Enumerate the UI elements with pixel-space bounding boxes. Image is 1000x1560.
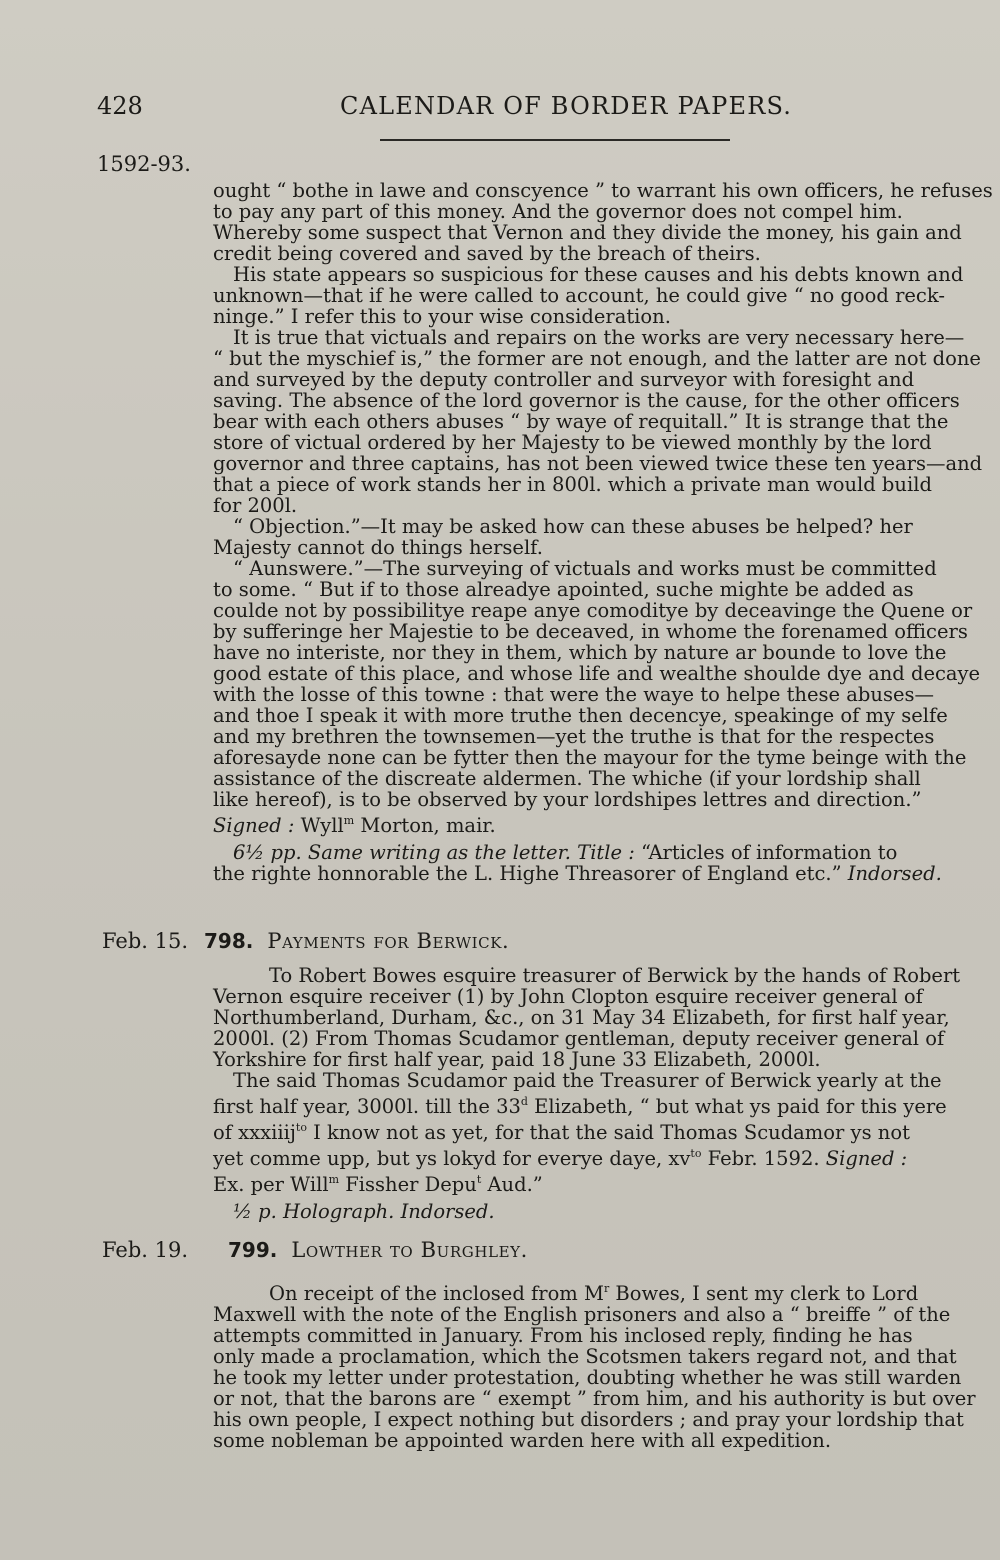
- text-line: with the losse of this towne : that were the waye to helpe these abuses—: [213, 683, 934, 706]
- superscript: t: [476, 1173, 482, 1186]
- superscript: to: [690, 1147, 702, 1160]
- text-line: “ Objection.”—It may be asked how can these abuses be helped? her: [233, 515, 913, 538]
- signatory-name: Morton, mair.: [354, 814, 496, 837]
- text-line: like hereof), is to be observed by your lordshipes lettres and direction.”: [213, 788, 922, 811]
- text-line: or not, that the barons are “ exempt ” from him, and his authority is but over: [213, 1387, 976, 1410]
- text-line: ninge.” I refer this to your wise consideration.: [213, 305, 671, 328]
- entry-title: Lowther to Burghley.: [291, 1238, 528, 1262]
- text-line: some nobleman be appointed warden here with all expedition.: [213, 1429, 832, 1452]
- document-note: [213, 862, 942, 885]
- text-span: Ex. per Will: [213, 1173, 329, 1196]
- text-line: Northumberland, Durham, &c., on 31 May 34 Elizabeth, for first half year,: [213, 1006, 950, 1029]
- text-span: first half year, 3000l. till the 33: [213, 1095, 521, 1118]
- text-line: and surveyed by the deputy controller and surveyor with foresight and: [213, 368, 915, 391]
- text-line: Yorkshire for first half year, paid 18 June 33 Elizabeth, 2000l.: [213, 1048, 821, 1071]
- text-line: [213, 1169, 895, 1195]
- text-line: His state appears so suspicious for these causes and his debts known and: [233, 263, 964, 286]
- entry-799-text: [213, 1278, 976, 1452]
- text-line: The said Thomas Scudamor paid the Treasurer of Berwick yearly at the: [233, 1069, 942, 1092]
- text-line: that a piece of work stands her in 800l. which a private man would build: [213, 473, 932, 496]
- text-line: to pay any part of this money. And the governor does not compel him.: [213, 200, 903, 223]
- entry-number: 799.: [228, 1238, 278, 1262]
- title-label: Title :: [570, 841, 635, 864]
- document-note: [213, 1201, 895, 1222]
- text-line: coulde not by possibilitye reape anye comoditye by deceavinge the Quene or: [213, 599, 973, 622]
- text-line: saving. The absence of the lord governor is the cause, for the other officers: [213, 389, 960, 412]
- entry-heading: [228, 1238, 528, 1262]
- note-description: Holograph. Indorsed.: [276, 1200, 495, 1223]
- text-line: It is true that victuals and repairs on the works are very necessary here—: [233, 326, 965, 349]
- running-title: CALENDAR OF BORDER PAPERS.: [340, 92, 793, 120]
- text-line: credit being covered and saved by the breach of theirs.: [213, 242, 761, 265]
- text-line: [213, 1091, 947, 1118]
- text-line: to some. “ But if to those alreadye apointed, suche mighte be added as: [213, 578, 914, 601]
- text-span: of xxxiiij: [213, 1121, 296, 1144]
- title-text: the righte honnorable the L. Highe Threasorer of England etc.”: [213, 862, 848, 885]
- text-line: “ but the myschief is,” the former are not enough, and the latter are not done: [213, 347, 981, 370]
- text-line: Whereby some suspect that Vernon and they divide the money, his gain and: [213, 221, 962, 244]
- superscript: to: [295, 1121, 307, 1134]
- text-line: and my brethren the townsemen—yet the truthe is that for the respectes: [213, 725, 935, 748]
- text-line: his own people, I expect nothing but disorders ; and pray your lordship that: [213, 1408, 964, 1431]
- signatory-name: Wyll: [294, 814, 344, 837]
- text-span: yet comme upp, but ys lokyd for everye daye, xv: [213, 1147, 691, 1170]
- text-line: attempts committed in January. From his inclosed reply, finding he has: [213, 1324, 913, 1347]
- entry-date: Feb. 15.: [102, 929, 189, 953]
- text-span: Aud.”: [481, 1173, 543, 1196]
- page-count: 6½ pp.: [233, 841, 302, 864]
- superscript: m: [328, 1173, 340, 1186]
- superscript: m: [343, 814, 355, 827]
- document-note: [213, 841, 898, 864]
- text-line: good estate of this place, and whose life and wealthe shoulde dye and decaye: [213, 662, 981, 685]
- text-line: [213, 1117, 910, 1144]
- entry-798-text: [213, 964, 961, 1223]
- text-line: for 200l.: [213, 494, 298, 517]
- indorsed-label: Indorsed.: [847, 862, 942, 885]
- superscript: d: [520, 1095, 528, 1108]
- text-line: [213, 1143, 908, 1170]
- text-line: assistance of the discreate aldermen. The whiche (if your lordship shall: [213, 767, 921, 790]
- signature-line: [213, 810, 895, 836]
- text-line: [213, 1278, 919, 1305]
- text-line: by sufferinge her Majestie to be deceaved, in whome the forenamed officers: [213, 620, 968, 643]
- text-line: Vernon esquire receiver (1) by John Clopton esquire receiver general of: [213, 985, 923, 1008]
- text-line: only made a proclamation, which the Scotsmen takers regard not, and that: [213, 1345, 957, 1368]
- text-line: governor and three captains, has not been viewed twice these ten years—and: [213, 452, 983, 475]
- text-line: To Robert Bowes esquire treasurer of Berwick by the hands of Robert: [269, 964, 961, 987]
- page-number: 428: [97, 92, 143, 120]
- text-line: 2000l. (2) From Thomas Scudamor gentleman, deputy receiver general of: [213, 1027, 945, 1050]
- text-span: Elizabeth, “ but what ys paid for this yere: [527, 1095, 947, 1118]
- text-line: store of victual ordered by her Majesty to be viewed monthly by the lord: [213, 431, 932, 454]
- text-line: Majesty cannot do things herself.: [213, 536, 543, 559]
- text-line: bear with each others abuses “ by waye of requitall.” It is strange that the: [213, 410, 949, 433]
- text-line: and thoe I speak it with more truthe then decencye, speakinge of my selfe: [213, 704, 948, 727]
- text-span: On receipt of the inclosed from M: [269, 1282, 604, 1305]
- text-span: Febr. 1592.: [701, 1147, 826, 1170]
- signed-label: Signed :: [825, 1147, 908, 1170]
- page-count: ½ p.: [233, 1200, 277, 1223]
- superscript: r: [603, 1282, 610, 1295]
- text-line: unknown—that if he were called to account, he could give “ no good reck-: [213, 284, 945, 307]
- text-span: Bowes, I sent my clerk to Lord: [609, 1282, 919, 1305]
- entry-title: Payments for Berwick.: [267, 929, 510, 953]
- continuation-text: [213, 179, 993, 885]
- text-line: have no interiste, nor they in them, which by nature ar bounde to love the: [213, 641, 947, 664]
- title-text: “Articles of information to: [634, 841, 898, 864]
- text-line: “ Aunswere.”—The surveying of victuals and works must be committed: [233, 557, 937, 580]
- text-line: ought “ bothe in lawe and conscyence ” to warrant his own officers, he refuses: [213, 179, 993, 202]
- page-header: [0, 92, 1000, 132]
- text-line: aforesayde none can be fytter then the mayour for the tyme beinge with the: [213, 746, 967, 769]
- text-span: I know not as yet, for that the said Thomas Scudamor ys not: [306, 1121, 910, 1144]
- text-span: Fissher Depu: [339, 1173, 477, 1196]
- signed-label: Signed :: [213, 814, 295, 837]
- text-line: Maxwell with the note of the English prisoners and also a “ breiffe ” of the: [213, 1303, 951, 1326]
- header-rule: [380, 139, 730, 141]
- text-line: he took my letter under protestation, doubting whether he was still warden: [213, 1366, 962, 1389]
- note-description: Same writing as the letter.: [301, 841, 571, 864]
- entry-date: Feb. 19.: [102, 1238, 189, 1262]
- entry-number: 798.: [204, 929, 254, 953]
- entry-heading: [204, 929, 509, 953]
- year-margin: 1592-93.: [97, 152, 191, 176]
